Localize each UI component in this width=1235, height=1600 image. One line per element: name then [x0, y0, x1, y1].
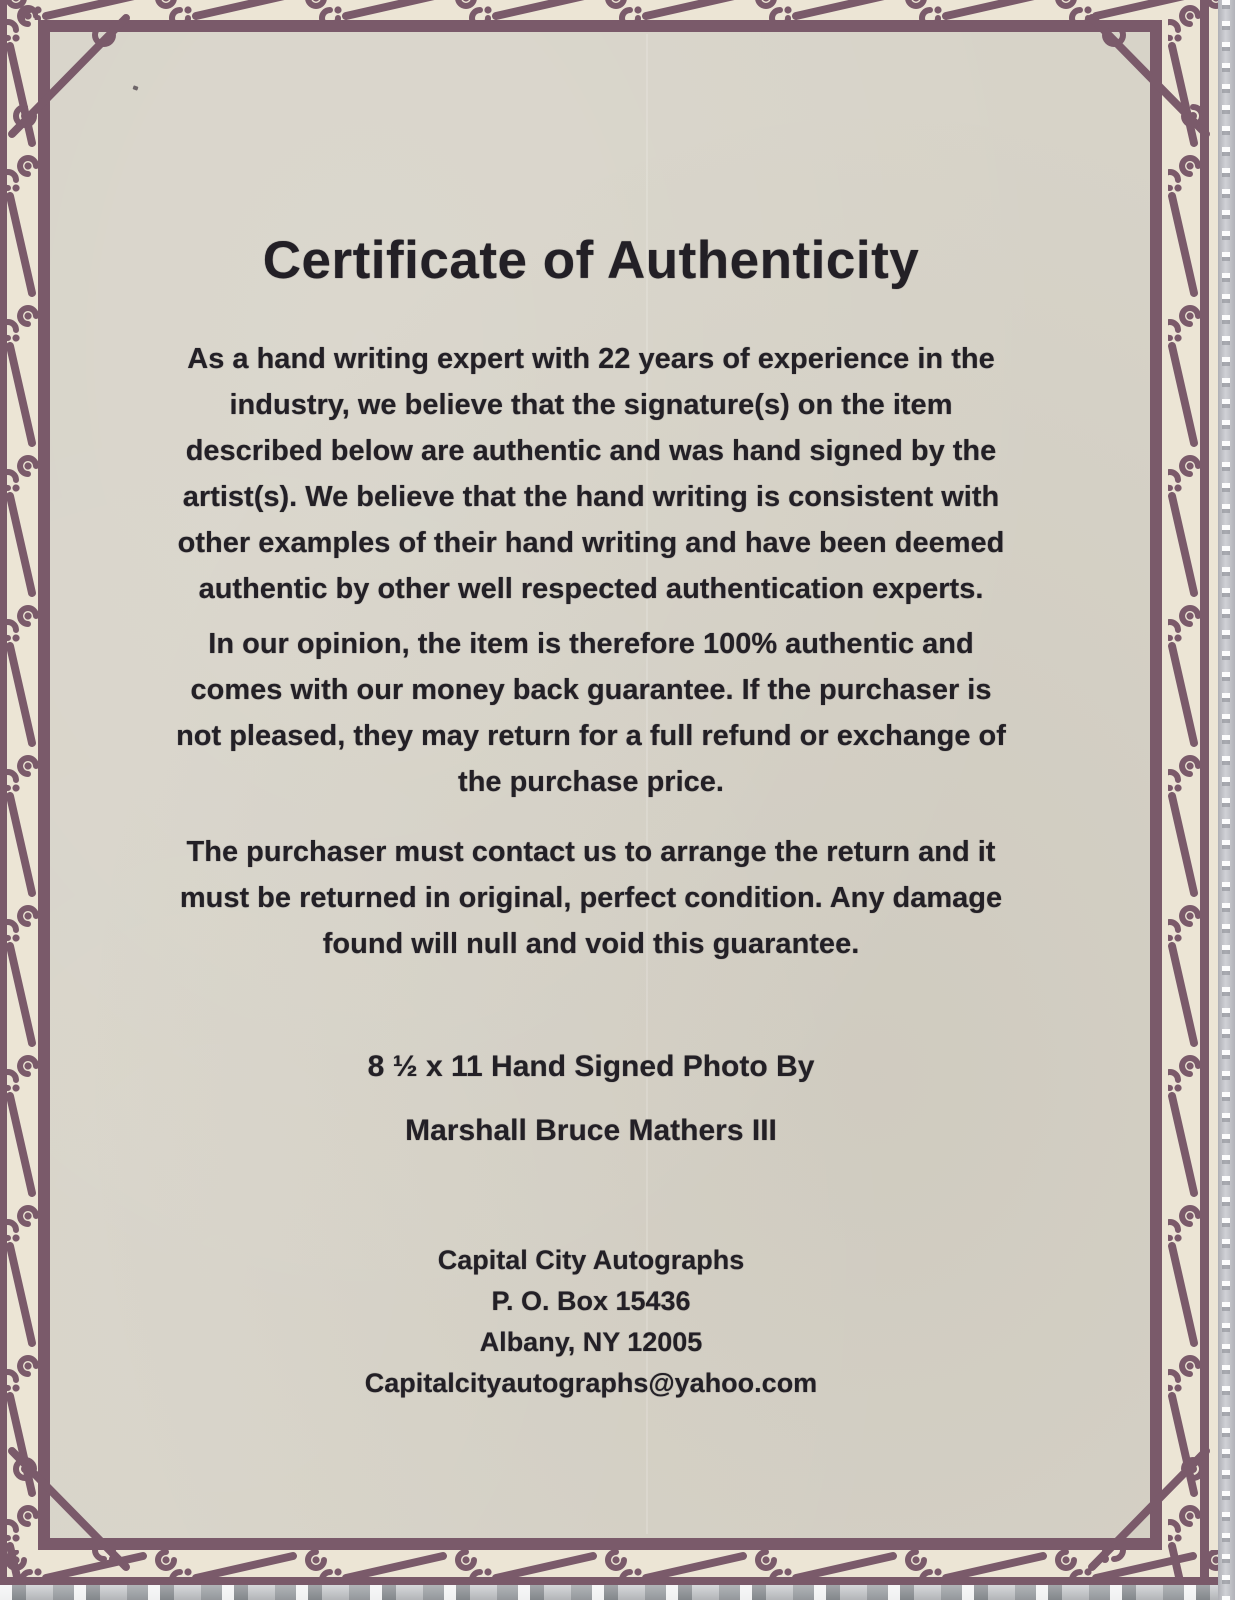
- text-line: The purchaser must contact us to arrange the return and it: [186, 836, 996, 869]
- text-line: not pleased, they may return for a full refund or exchange of: [176, 720, 1006, 753]
- outer-frame-line-left: [0, 0, 7, 1585]
- issuer-block: [40, 1240, 1142, 1404]
- text-line: authentic by other well respected authentication experts.: [198, 573, 984, 606]
- paragraph-return-policy: [40, 829, 1142, 967]
- paragraph-authenticity-statement: [40, 336, 1142, 612]
- text-line: artist(s). We believe that the hand writing is consistent with: [182, 481, 1000, 514]
- text-line: As a hand writing expert with 22 years of experience in the: [187, 343, 995, 376]
- issuer-name: Capital City Autographs: [437, 1245, 745, 1276]
- text-line: the purchase price.: [458, 766, 724, 799]
- text-line: other examples of their hand writing and have been deemed: [177, 527, 1005, 560]
- text-line: found will null and void this guarantee.: [322, 928, 860, 961]
- text-line: must be returned in original, perfect condition. Any damage: [179, 882, 1003, 915]
- text-line: industry, we believe that the signature(s) on the item: [229, 389, 953, 422]
- text-line: described below are authentic and was hand signed by the: [185, 435, 997, 468]
- text-line: In our opinion, the item is therefore 100% authentic and: [208, 628, 974, 661]
- outer-frame-line-right: [1200, 0, 1209, 1585]
- item-description: 8 ½ x 11 Hand Signed Photo By: [367, 1050, 815, 1084]
- text-line: comes with our money back guarantee. If the purchaser is: [190, 674, 992, 707]
- certificate-content: [40, 0, 1142, 1404]
- item-artist-name: Marshall Bruce Mathers III: [405, 1114, 777, 1148]
- plastic-sleeve-edge-right: [1218, 0, 1235, 1600]
- issuer-city-state-zip: Albany, NY 12005: [479, 1327, 703, 1358]
- outer-frame-line-bottom: [0, 1577, 1218, 1585]
- issuer-po-box: P. O. Box 15436: [491, 1286, 691, 1317]
- certificate-title: Certificate of Authenticity: [262, 231, 920, 290]
- paragraph-guarantee: [40, 621, 1142, 805]
- plastic-sleeve-edge-bottom: [0, 1585, 1218, 1600]
- issuer-email: Capitalcityautographs@yahoo.com: [364, 1368, 818, 1399]
